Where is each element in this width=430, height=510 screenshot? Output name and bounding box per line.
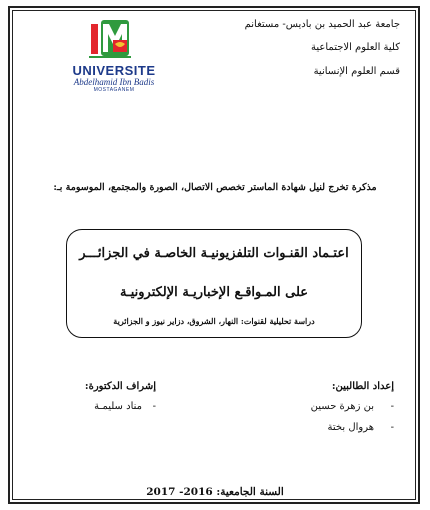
title-line-2: على المـواقـع الإخباريـة الإلكترونيـة	[119, 285, 309, 300]
memo-description: مذكرة تخرج لنيل شهادة الماستر تخصص الاتصال، الصورة والمجتمع، الموسومة بـ:	[53, 182, 377, 193]
department-name: قسم العلوم الإنسانية	[313, 66, 400, 77]
logo-subtitle: Abdelhamid Ibn Badis	[73, 77, 155, 87]
faculty-name: كلية العلوم الاجتماعية	[311, 42, 400, 53]
title-box	[66, 229, 362, 338]
students-block	[311, 381, 394, 443]
university-header	[245, 20, 400, 88]
logo-university-label: UNIVERSITE	[72, 63, 156, 78]
university-name: جامعة عبد الحميد بن باديس- مستغانم	[244, 19, 400, 30]
university-logo	[66, 18, 162, 93]
title-subtitle: دراسة تحليلية لقنوات: النهار، الشروق، دزاير نيوز و الجزائرية	[113, 316, 315, 326]
student-name: - هروال بختة	[311, 422, 394, 433]
logo-city: MOSTAGANEM	[93, 87, 135, 93]
supervisor-block	[66, 381, 156, 412]
students-heading: إعداد الطالبين:	[331, 381, 394, 392]
logo-emblem-icon	[85, 18, 143, 62]
supervisor-heading: إشراف الدكتورة:	[84, 381, 156, 392]
title-line-1: اعتـماد القنـوات التلفزيونيـة الخاصـة في الجزائـــر	[79, 246, 349, 261]
academic-year: السنة الجامعية: 2016- 2017	[146, 486, 284, 498]
student-name: - بن زهرة حسين	[311, 401, 394, 412]
supervisor-name: - مناد سليمـة	[66, 401, 156, 412]
